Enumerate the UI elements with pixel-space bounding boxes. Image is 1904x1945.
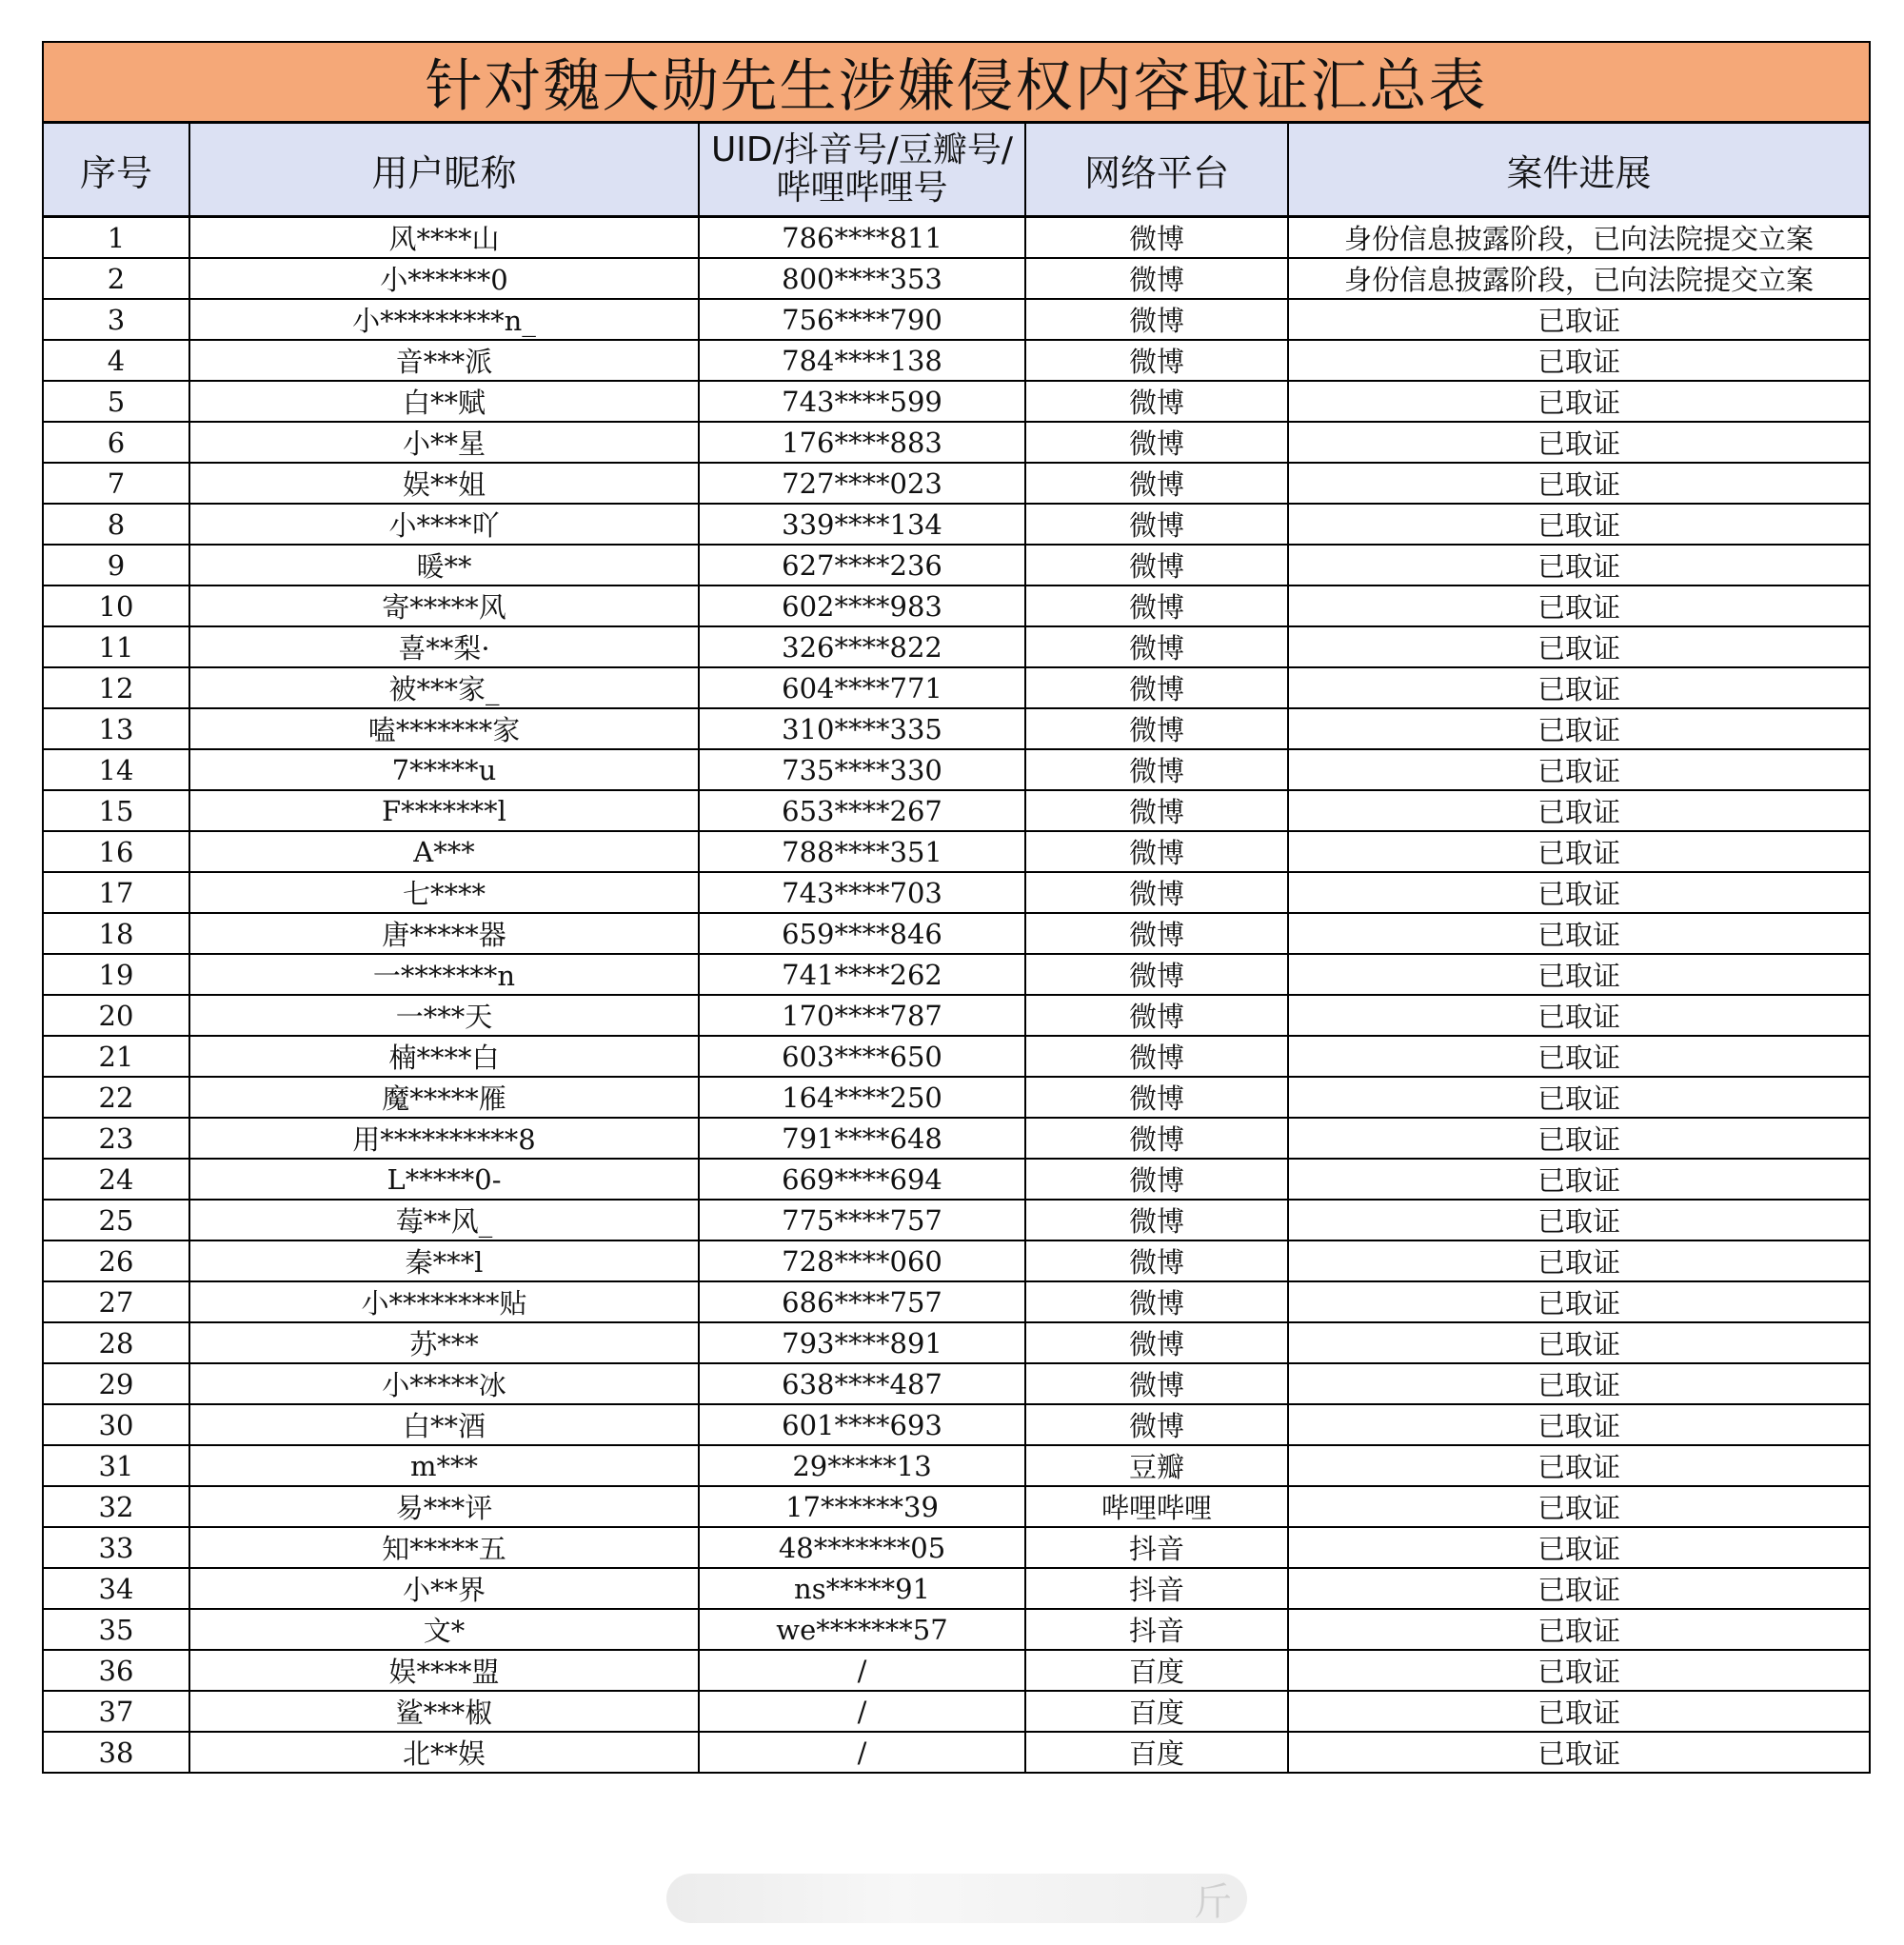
cell-uid: 788****351 [699,831,1025,872]
cell-progress: 已取证 [1288,1445,1869,1486]
cell-nickname: 苏*** [189,1322,699,1363]
cell-nickname: L*****0- [189,1159,699,1200]
cell-uid: 727****023 [699,463,1025,504]
table-row [44,708,1869,749]
cell-uid: ns*****91 [699,1568,1025,1609]
cell-nickname: 风****山 [189,217,699,259]
header-platform: 网络平台 [1025,124,1288,217]
cell-platform: 微博 [1025,1159,1288,1200]
cell-nickname: 小********贴 [189,1281,699,1322]
cell-nickname: 魔*****雁 [189,1077,699,1118]
cell-progress: 已取证 [1288,585,1869,626]
cell-progress: 已取证 [1288,1240,1869,1281]
cell-progress: 已取证 [1288,1486,1869,1527]
cell-index: 17 [44,872,189,913]
cell-uid: / [699,1691,1025,1732]
cell-platform: 微博 [1025,1363,1288,1404]
header-nickname: 用户昵称 [189,124,699,217]
cell-progress: 已取证 [1288,872,1869,913]
cell-progress: 身份信息披露阶段，已向法院提交立案 [1288,217,1869,259]
cell-nickname: 音***派 [189,340,699,381]
cell-platform: 哔哩哔哩 [1025,1486,1288,1527]
cell-uid: 29*****13 [699,1445,1025,1486]
header-index: 序号 [44,124,189,217]
cell-nickname: A*** [189,831,699,872]
cell-uid: 686****757 [699,1281,1025,1322]
table-row [44,463,1869,504]
cell-nickname: 知*****五 [189,1527,699,1568]
table-row [44,504,1869,545]
cell-uid: 48*******05 [699,1527,1025,1568]
table-row [44,749,1869,790]
table-row [44,299,1869,340]
cell-uid: 170****787 [699,995,1025,1036]
cell-platform: 微博 [1025,1036,1288,1077]
cell-uid: / [699,1732,1025,1772]
cell-uid: 604****771 [699,667,1025,708]
table-row [44,1732,1869,1772]
cell-platform: 微博 [1025,626,1288,667]
cell-uid: 775****757 [699,1200,1025,1240]
cell-uid: 176****883 [699,422,1025,463]
cell-uid: 602****983 [699,585,1025,626]
cell-nickname: 用**********8 [189,1118,699,1159]
cell-platform: 微博 [1025,585,1288,626]
cell-platform: 微博 [1025,790,1288,831]
cell-uid: 784****138 [699,340,1025,381]
cell-platform: 微博 [1025,1200,1288,1240]
cell-uid: 669****694 [699,1159,1025,1200]
cell-nickname: 小******0 [189,258,699,299]
table-row [44,422,1869,463]
cell-platform: 微博 [1025,463,1288,504]
cell-index: 20 [44,995,189,1036]
cell-progress: 已取证 [1288,422,1869,463]
cell-progress: 已取证 [1288,1609,1869,1650]
cell-platform: 微博 [1025,299,1288,340]
table-row [44,1200,1869,1240]
cell-nickname: 白**赋 [189,381,699,422]
table-row [44,1650,1869,1691]
cell-index: 8 [44,504,189,545]
cell-index: 19 [44,954,189,995]
cell-uid: 756****790 [699,299,1025,340]
evidence-summary-sheet [42,41,1871,1774]
cell-nickname: 小**界 [189,1568,699,1609]
cell-nickname: 小****吖 [189,504,699,545]
cell-platform: 微博 [1025,708,1288,749]
cell-index: 32 [44,1486,189,1527]
cell-index: 16 [44,831,189,872]
cell-platform: 微博 [1025,1322,1288,1363]
cell-index: 10 [44,585,189,626]
cell-progress: 已取证 [1288,749,1869,790]
cell-uid: 326****822 [699,626,1025,667]
cell-platform: 微博 [1025,995,1288,1036]
cell-nickname: 白**酒 [189,1404,699,1445]
cell-uid: 310****335 [699,708,1025,749]
cell-nickname: 嗑*******家 [189,708,699,749]
cell-index: 24 [44,1159,189,1200]
cell-nickname: 北**娱 [189,1732,699,1772]
cell-platform: 微博 [1025,422,1288,463]
table-row [44,913,1869,954]
cell-progress: 已取证 [1288,1691,1869,1732]
cell-progress: 已取证 [1288,504,1869,545]
cell-index: 38 [44,1732,189,1772]
cell-index: 37 [44,1691,189,1732]
cell-uid: 793****891 [699,1322,1025,1363]
table-row [44,545,1869,585]
watermark [666,1874,1247,1923]
cell-uid: 800****353 [699,258,1025,299]
cell-nickname: 娱****盟 [189,1650,699,1691]
cell-platform: 微博 [1025,954,1288,995]
cell-progress: 已取证 [1288,831,1869,872]
cell-index: 21 [44,1036,189,1077]
cell-progress: 已取证 [1288,1281,1869,1322]
cell-progress: 身份信息披露阶段，已向法院提交立案 [1288,258,1869,299]
cell-index: 9 [44,545,189,585]
cell-progress: 已取证 [1288,913,1869,954]
table-row [44,1691,1869,1732]
cell-platform: 微博 [1025,872,1288,913]
table-row [44,1322,1869,1363]
table-row [44,954,1869,995]
evidence-table [44,124,1869,1772]
cell-platform: 抖音 [1025,1609,1288,1650]
cell-nickname: 小*****冰 [189,1363,699,1404]
cell-progress: 已取证 [1288,1077,1869,1118]
cell-index: 22 [44,1077,189,1118]
table-row [44,1445,1869,1486]
cell-index: 12 [44,667,189,708]
cell-nickname: 楠****白 [189,1036,699,1077]
cell-index: 28 [44,1322,189,1363]
cell-platform: 微博 [1025,1404,1288,1445]
cell-uid: 638****487 [699,1363,1025,1404]
cell-nickname: 7*****u [189,749,699,790]
cell-index: 13 [44,708,189,749]
cell-platform: 微博 [1025,831,1288,872]
cell-index: 18 [44,913,189,954]
cell-platform: 微博 [1025,1077,1288,1118]
cell-progress: 已取证 [1288,340,1869,381]
cell-progress: 已取证 [1288,1322,1869,1363]
cell-nickname: 秦***l [189,1240,699,1281]
cell-uid: 735****330 [699,749,1025,790]
table-row [44,1568,1869,1609]
cell-nickname: 一*******n [189,954,699,995]
cell-nickname: 七**** [189,872,699,913]
cell-nickname: 喜**梨· [189,626,699,667]
table-row [44,1281,1869,1322]
cell-nickname: 小*********n_ [189,299,699,340]
cell-index: 30 [44,1404,189,1445]
cell-index: 36 [44,1650,189,1691]
table-row [44,1609,1869,1650]
cell-index: 6 [44,422,189,463]
cell-progress: 已取证 [1288,381,1869,422]
cell-progress: 已取证 [1288,1159,1869,1200]
cell-platform: 百度 [1025,1691,1288,1732]
cell-progress: 已取证 [1288,708,1869,749]
cell-uid: we*******57 [699,1609,1025,1650]
cell-nickname: 一***天 [189,995,699,1036]
table-row [44,1159,1869,1200]
cell-platform: 抖音 [1025,1568,1288,1609]
table-row [44,1404,1869,1445]
cell-nickname: 寄*****风 [189,585,699,626]
cell-index: 29 [44,1363,189,1404]
cell-progress: 已取证 [1288,790,1869,831]
table-row [44,1036,1869,1077]
cell-uid: 339****134 [699,504,1025,545]
cell-progress: 已取证 [1288,995,1869,1036]
cell-uid: 603****650 [699,1036,1025,1077]
table-row [44,667,1869,708]
cell-platform: 豆瓣 [1025,1445,1288,1486]
table-row [44,1077,1869,1118]
header-uid: UID/抖音号/豆瓣号/哔哩哔哩号 [699,124,1025,217]
cell-progress: 已取证 [1288,1404,1869,1445]
cell-platform: 百度 [1025,1732,1288,1772]
cell-progress: 已取证 [1288,667,1869,708]
table-row [44,340,1869,381]
cell-progress: 已取证 [1288,545,1869,585]
cell-index: 26 [44,1240,189,1281]
table-row [44,831,1869,872]
cell-platform: 微博 [1025,217,1288,259]
cell-index: 27 [44,1281,189,1322]
table-row [44,872,1869,913]
cell-nickname: 莓**风_ [189,1200,699,1240]
header-progress: 案件进展 [1288,124,1869,217]
cell-uid: 627****236 [699,545,1025,585]
table-row [44,585,1869,626]
cell-uid: 17******39 [699,1486,1025,1527]
cell-platform: 微博 [1025,340,1288,381]
table-row [44,1118,1869,1159]
cell-uid: 659****846 [699,913,1025,954]
cell-uid: 743****599 [699,381,1025,422]
cell-uid: 164****250 [699,1077,1025,1118]
table-row [44,1363,1869,1404]
cell-platform: 微博 [1025,1281,1288,1322]
cell-progress: 已取证 [1288,463,1869,504]
cell-index: 25 [44,1200,189,1240]
cell-progress: 已取证 [1288,1118,1869,1159]
cell-platform: 百度 [1025,1650,1288,1691]
table-row [44,1240,1869,1281]
cell-uid: 786****811 [699,217,1025,259]
cell-index: 33 [44,1527,189,1568]
cell-platform: 微博 [1025,1240,1288,1281]
cell-nickname: 小**星 [189,422,699,463]
cell-nickname: 被***家_ [189,667,699,708]
cell-uid: 728****060 [699,1240,1025,1281]
table-row [44,258,1869,299]
cell-index: 15 [44,790,189,831]
cell-progress: 已取证 [1288,954,1869,995]
sheet-title: 针对魏大勋先生涉嫌侵权内容取证汇总表 [44,43,1869,124]
cell-platform: 微博 [1025,749,1288,790]
cell-progress: 已取证 [1288,1650,1869,1691]
cell-index: 5 [44,381,189,422]
cell-nickname: 易***评 [189,1486,699,1527]
cell-index: 4 [44,340,189,381]
table-row [44,1486,1869,1527]
cell-nickname: 娱**姐 [189,463,699,504]
cell-index: 3 [44,299,189,340]
table-row [44,381,1869,422]
cell-platform: 微博 [1025,913,1288,954]
cell-nickname: m*** [189,1445,699,1486]
cell-platform: 抖音 [1025,1527,1288,1568]
cell-progress: 已取证 [1288,1568,1869,1609]
table-row [44,1527,1869,1568]
cell-progress: 已取证 [1288,1363,1869,1404]
cell-progress: 已取证 [1288,626,1869,667]
cell-progress: 已取证 [1288,1200,1869,1240]
cell-nickname: 唐*****器 [189,913,699,954]
table-row [44,626,1869,667]
cell-progress: 已取证 [1288,1527,1869,1568]
cell-nickname: 暖** [189,545,699,585]
cell-index: 35 [44,1609,189,1650]
cell-index: 14 [44,749,189,790]
cell-platform: 微博 [1025,381,1288,422]
cell-platform: 微博 [1025,1118,1288,1159]
cell-progress: 已取证 [1288,1036,1869,1077]
watermark-mark: 斤 [1194,1879,1232,1924]
cell-progress: 已取证 [1288,1732,1869,1772]
cell-platform: 微博 [1025,504,1288,545]
cell-index: 7 [44,463,189,504]
cell-nickname: 文* [189,1609,699,1650]
table-row [44,995,1869,1036]
cell-uid: 601****693 [699,1404,1025,1445]
cell-uid: / [699,1650,1025,1691]
cell-index: 34 [44,1568,189,1609]
cell-uid: 743****703 [699,872,1025,913]
cell-index: 2 [44,258,189,299]
cell-nickname: F*******l [189,790,699,831]
cell-nickname: 鲨***椒 [189,1691,699,1732]
cell-progress: 已取证 [1288,299,1869,340]
cell-uid: 741****262 [699,954,1025,995]
table-row [44,790,1869,831]
cell-platform: 微博 [1025,667,1288,708]
cell-uid: 653****267 [699,790,1025,831]
cell-index: 23 [44,1118,189,1159]
cell-platform: 微博 [1025,258,1288,299]
cell-index: 11 [44,626,189,667]
table-header-row [44,124,1869,217]
cell-index: 31 [44,1445,189,1486]
cell-uid: 791****648 [699,1118,1025,1159]
cell-platform: 微博 [1025,545,1288,585]
table-row [44,217,1869,259]
cell-index: 1 [44,217,189,259]
